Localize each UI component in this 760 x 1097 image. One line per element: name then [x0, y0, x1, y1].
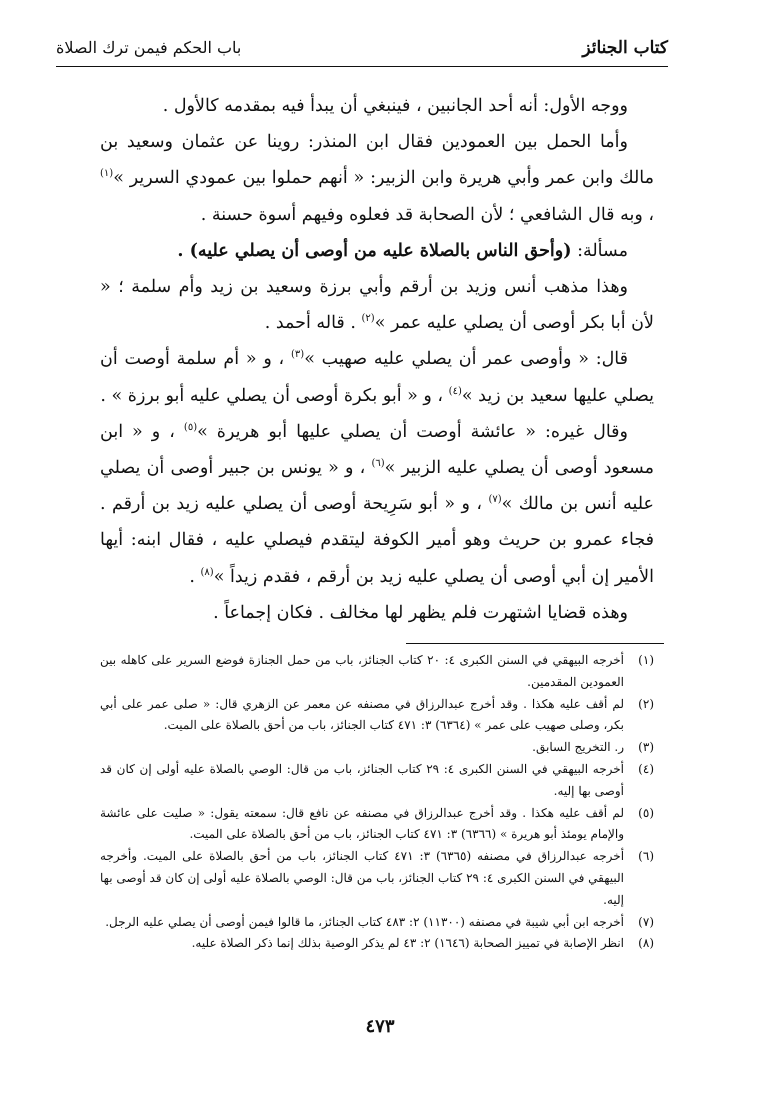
footnote-ref: (٦)	[371, 458, 385, 470]
header-rule	[56, 66, 668, 67]
footnote-text: أخرجه البيهقي في السنن الكبرى ٤: ٢٠ كتاب الجنائز، باب من حمل الجنازة فوضع السرير على كاهله بين العمودين المقدمين.	[100, 653, 624, 689]
footnote	[100, 846, 654, 911]
paragraph-text: ، و « ابن مسعود أوصى أن يصلي عليه الزبير »	[100, 421, 654, 479]
masala-heading	[100, 233, 654, 269]
paragraph-text: وأما الحمل بين العمودين فقال ابن المنذر: روينا عن عثمان وسعيد بن مالك وابن عمر وأبي هريرة وابن الزبير: « أنهم حملوا بين عمودي السرير »	[100, 132, 654, 189]
footnote-ref: (٥)	[183, 422, 198, 433]
footnote-ref: (٧)	[488, 494, 502, 506]
footnote-separator	[406, 643, 664, 644]
paragraph-text: وهذا مذهب أنس وزيد بن أرقم وأبي برزة وسعيد بن زيد وأم سلمة ؛ « لأن أبا بكر أوصى أن يصلي عليه عمر »	[100, 277, 654, 334]
paragraph-2	[100, 124, 654, 233]
footnote-number: (٧)	[638, 914, 654, 929]
paragraph-text: وهذه قضايا اشتهرت فلم يظهر لها مخالف . فكان إجماعاً .	[213, 602, 628, 623]
footnote-text: أخرجه ابن أبي شيبة في مصنفه (١١٣٠٠) ٢: ٤٨٣ كتاب الجنائز، ما قالوا فيمن أوصى أن يصلي عليه الرجل.	[105, 914, 624, 929]
footnote	[100, 737, 654, 759]
paragraph-text: ، و « أم سلمة أوصت أن يصلي عليها سعيد بن زيد »	[100, 349, 654, 406]
paragraph-text: ، و « يونس بن جبير أوصى أن يصلي عليه أنس بن مالك »	[100, 458, 654, 515]
paragraph-5	[100, 341, 654, 413]
footnote	[100, 803, 654, 847]
footnote-text: أخرجه عبدالرزاق في مصنفه (٦٣٦٥) ٣: ٤٧١ كتاب الجنائز، باب من أحق بالصلاة على الميت. وأخرجه البيهقي في السنن الكبرى ٤: ٢٩ كتاب الجنائز، باب من قال: الوصي بالصلاة عليه أولى إن كان قد أوصى بها إليه.	[100, 849, 625, 907]
page-number: ٤٧٣	[365, 1016, 395, 1037]
footnote-number: (١)	[638, 653, 654, 667]
footnote-text: انظر الإصابة في تمييز الصحابة (١٦٤٦) ٢: ٤٣ لم يذكر الوصية بذلك إنما ذكر الصلاة عليه.	[191, 936, 624, 951]
paragraph-text: ، و « أبو سَرِيحة أوصى أن يصلي عليه زيد بن أرقم . فجاء عمرو بن حريث وهو أمير الكوفة ليتقدم فيصلي عليه ، فقال ابنه: أيها الأمير إن أبي أوصى أن يصلي عليه زيد بن أرقم ، فقدم زيداً »	[100, 494, 654, 587]
footnote-text: أخرجه البيهقي في السنن الكبرى ٤: ٢٩ كتاب الجنائز، باب من قال: الوصي بالصلاة عليه أولى إن كان قد أوصى بها إليه.	[100, 761, 624, 798]
paragraph-4	[100, 269, 654, 341]
footnote-text: لم أقف عليه هكذا . وقد أخرج عبدالرزاق في مصنفه عن نافع قال: سمعته يقول: « صليت على عائشة والإمام يومئذ أبو هريرة » (٦٣٦٦) ٣: ٤٧١ كتاب الجنائز، باب من أحق بالصلاة على الميت.	[100, 805, 624, 842]
paragraph-text: قال: « وأوصى عمر أن يصلي عليه صهيب »	[304, 349, 628, 370]
footnote-number: (٥)	[638, 805, 654, 820]
paragraph-1	[100, 88, 654, 124]
footnote	[100, 933, 654, 955]
footnote-number: (٨)	[638, 936, 654, 951]
paragraph-7	[100, 595, 654, 631]
footnote	[100, 650, 654, 694]
running-header	[56, 34, 668, 64]
footnotes	[100, 650, 654, 955]
footnote-number: (٣)	[638, 740, 654, 755]
footnote	[100, 912, 654, 934]
footnote-ref: (١)	[100, 168, 114, 180]
footnote-ref: (٤)	[448, 385, 462, 397]
footnote-text: لم أقف عليه هكذا . وقد أخرج عبدالرزاق في مصنفه عن معمر عن الزهري قال: « صلى عمر على أبي بكر، وصلى صهيب على عمر » (٦٣٦٤) ٣: ٤٧١ كتاب الجنائز، باب من أحق بالصلاة على الميت.	[100, 696, 624, 733]
footnote-number: (٢)	[638, 696, 654, 711]
footnote	[100, 759, 654, 803]
footnote-number: (٤)	[638, 761, 654, 776]
footnote	[100, 694, 654, 738]
paragraph-text: ، وبه قال الشافعي ؛ لأن الصحابة قد فعلوه وفيهم أسوة حسنة .	[200, 204, 654, 225]
footnote-ref: (٨)	[200, 566, 214, 578]
chapter-title: باب الحكم فيمن ترك الصلاة	[56, 38, 242, 57]
paragraph-text: . قاله أحمد .	[264, 313, 356, 334]
footnote-text: ر. التخريج السابق.	[532, 740, 624, 755]
book-title: كتاب الجنائز	[582, 38, 668, 58]
main-text	[100, 88, 654, 631]
footnote-ref: (٣)	[291, 349, 305, 361]
masala-label: مسألة:	[577, 240, 628, 261]
paragraph-text: ووجه الأول: أنه أحد الجانبين ، فينبغي أن يبدأ فيه بمقدمه كالأول .	[162, 96, 628, 116]
paragraph-text: .	[189, 566, 195, 587]
paragraph-text: ، و « أبو بكرة أوصى أن يصلي عليه أبو برزة » .	[100, 385, 444, 406]
masala-text: (وأحق الناس بالصلاة عليه من أوصى أن يصلي عليه) .	[177, 240, 572, 261]
footnote-number: (٦)	[638, 849, 654, 864]
paragraph-6	[100, 414, 654, 595]
footnote-ref: (٢)	[361, 313, 375, 325]
paragraph-text: وقال غيره: « عائشة أوصت أن يصلي عليها أبو هريرة »	[197, 421, 628, 442]
